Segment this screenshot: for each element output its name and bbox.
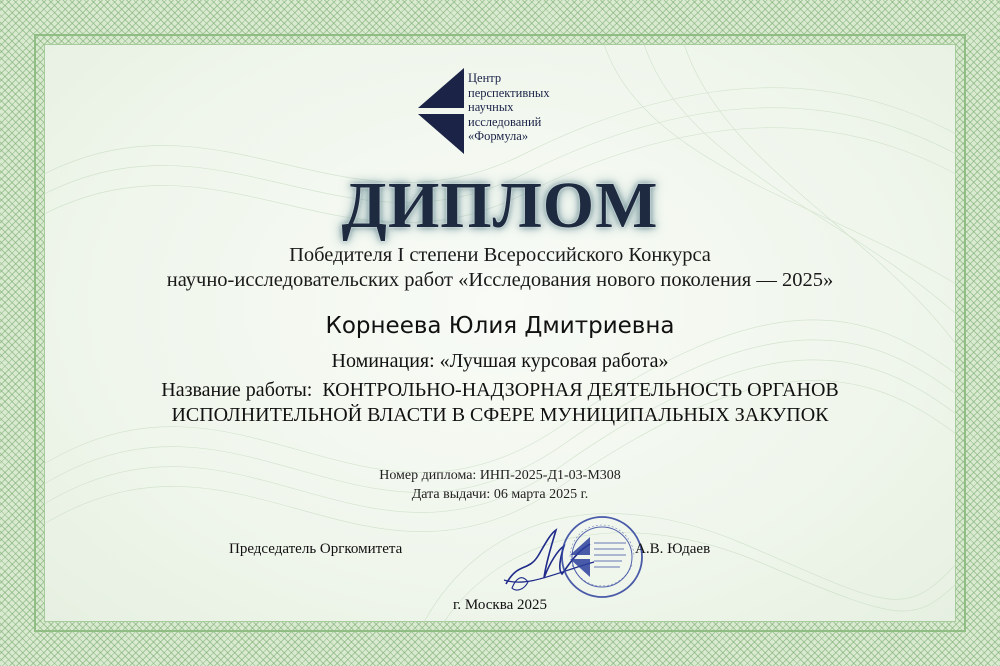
work-title-line-1: Название работы: КОНТРОЛЬНО-НАДЗОРНАЯ ДЕЯТЕЛЬНОСТЬ ОРГАНОВ [161,379,839,401]
diploma-title: ДИПЛОМ [341,169,659,242]
logo-line: исследований [468,114,542,129]
city-year: г. Москва 2025 [452,597,548,613]
work-title-line-2: ИСПОЛНИТЕЛЬНОЙ ВЛАСТИ В СФЕРЕ МУНИЦИПАЛЬНЫХ ЗАКУПОК [171,404,829,426]
award-subtitle [0,243,1000,293]
logo-line: научных [468,100,514,115]
nomination: Номинация: «Лучшая курсовая работа» [331,350,669,372]
logo-line: «Формула» [468,129,529,144]
subtitle-line-2: научно-исследовательских работ «Исследования нового поколения — 2025» [166,269,834,291]
diploma-number: Номер диплома: ИНП-2025-Д1-03-М308 [379,468,621,483]
issue-date: Дата выдачи: 06 марта 2025 г. [411,487,589,502]
logo-text [468,71,588,144]
recipient-name: Корнеева Юлия Дмитриевна [325,313,675,339]
organization-logo [416,66,576,158]
logo-line: Центр [468,71,502,85]
logo-line: перспективных [468,85,550,100]
chairman-name: А.В. Юдаев [635,541,711,557]
arrow-triangle-icon [416,68,466,154]
chairman-label: Председатель Оргкомитета [229,541,403,557]
subtitle-line-1: Победителя I степени Всероссийского Конкурса [289,244,711,266]
work-title [0,378,1000,428]
official-stamp-icon [560,515,644,599]
